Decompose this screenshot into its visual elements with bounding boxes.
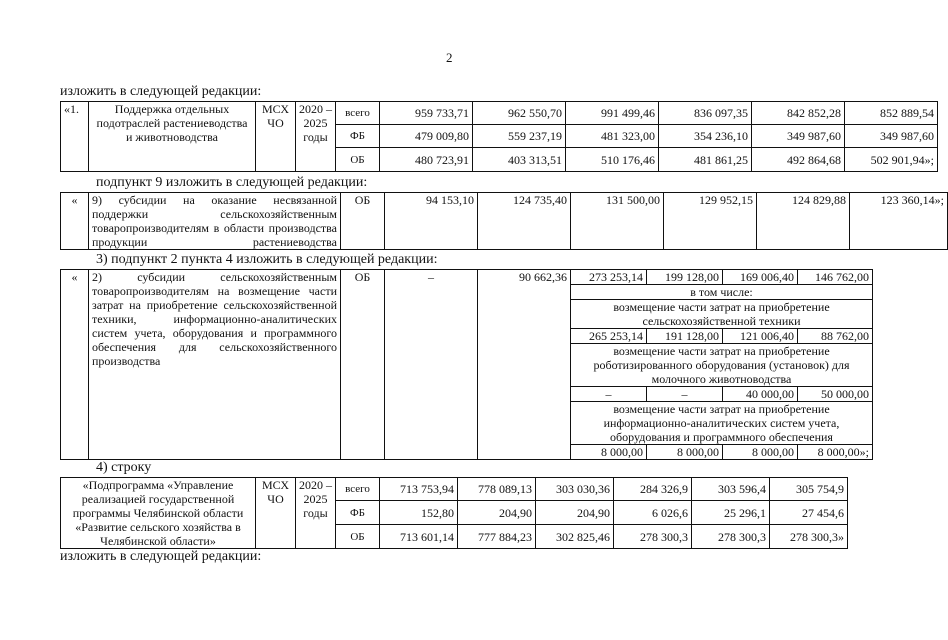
value-cell: 777 884,23 xyxy=(458,525,536,549)
table-subsidy-9 xyxy=(60,192,948,250)
value-cell: 778 089,13 xyxy=(458,478,536,501)
value-cell: 303 596,4 xyxy=(692,478,770,501)
source-cell: ОБ xyxy=(336,148,380,172)
value-cell: 284 326,9 xyxy=(614,478,692,501)
period: 2020 – 2025 годы xyxy=(296,102,336,172)
value-cell: 713 601,14 xyxy=(380,525,458,549)
value-cell: 88 762,00 xyxy=(798,329,873,344)
source-cell: всего xyxy=(336,478,380,501)
empty-year-cell: – xyxy=(385,270,478,460)
value-cell: 8 000,00»; xyxy=(798,445,873,460)
outro-text: изложить в следующей редакции: xyxy=(60,549,262,564)
value-cell: 90 662,36 xyxy=(478,270,571,460)
value-cell: 278 300,3» xyxy=(770,525,848,549)
table-subsidy-machinery xyxy=(60,269,873,460)
value-cell: 349 987,60 xyxy=(752,125,845,148)
value-cell: 480 723,91 xyxy=(380,148,473,172)
quote-mark: « xyxy=(61,193,89,250)
sub-description: возмещение части затрат на приобретение сельскохозяйственной техники xyxy=(571,300,873,329)
measure-name: 2) субсидии сельскохозяйственным товаропроизводителям на возмещение части затрат на приобретение сельскохозяйственной техники, информационно-аналитических систем учета, оборудования и программного обеспечения для сельскохозяйственного производства xyxy=(89,270,341,460)
value-cell: 8 000,00 xyxy=(723,445,798,460)
value-cell: 273 253,14 xyxy=(571,270,647,285)
value-cell: 131 500,00 xyxy=(571,193,664,250)
source-cell: ОБ xyxy=(341,270,385,460)
table-support-subsectors xyxy=(60,101,938,172)
value-cell: 27 454,6 xyxy=(770,501,848,525)
value-cell: 278 300,3 xyxy=(692,525,770,549)
source-cell: ОБ xyxy=(336,525,380,549)
value-cell: 124 829,88 xyxy=(757,193,850,250)
value-cell: 481 323,00 xyxy=(566,125,659,148)
row-number: «1. xyxy=(61,102,89,172)
value-cell: 40 000,00 xyxy=(723,387,798,402)
value-cell: 129 952,15 xyxy=(664,193,757,250)
executor: МСХ ЧО xyxy=(256,102,296,172)
measure-name: Поддержка отдельных подотраслей растениеводства и животноводства xyxy=(89,102,256,172)
period: 2020 – 2025 годы xyxy=(296,478,336,549)
value-cell: – xyxy=(571,387,647,402)
value-cell: 169 006,40 xyxy=(723,270,798,285)
section-heading: 4) строку xyxy=(96,460,152,475)
quote-mark: « xyxy=(61,270,89,460)
value-cell: 191 128,00 xyxy=(647,329,723,344)
value-cell: 199 128,00 xyxy=(647,270,723,285)
value-cell: 124 735,40 xyxy=(478,193,571,250)
value-cell: 8 000,00 xyxy=(571,445,647,460)
value-cell: 502 901,94»; xyxy=(845,148,938,172)
value-cell: – xyxy=(647,387,723,402)
value-cell: 302 825,46 xyxy=(536,525,614,549)
value-cell: 146 762,00 xyxy=(798,270,873,285)
value-cell: 278 300,3 xyxy=(614,525,692,549)
value-cell: 204,90 xyxy=(458,501,536,525)
value-cell: 852 889,54 xyxy=(845,102,938,125)
value-cell: 991 499,46 xyxy=(566,102,659,125)
executor: МСХ ЧО xyxy=(256,478,296,549)
value-cell: 559 237,19 xyxy=(473,125,566,148)
value-cell: 123 360,14»; xyxy=(850,193,948,250)
value-cell: 8 000,00 xyxy=(647,445,723,460)
including-label: в том числе: xyxy=(571,285,873,300)
value-cell: 303 030,36 xyxy=(536,478,614,501)
value-cell: 349 987,60 xyxy=(845,125,938,148)
value-cell: 121 006,40 xyxy=(723,329,798,344)
value-cell: 204,90 xyxy=(536,501,614,525)
value-cell: 842 852,28 xyxy=(752,102,845,125)
value-cell: 479 009,80 xyxy=(380,125,473,148)
value-cell: 836 097,35 xyxy=(659,102,752,125)
source-cell: всего xyxy=(336,102,380,125)
value-cell: 492 864,68 xyxy=(752,148,845,172)
page-number: 2 xyxy=(446,50,453,65)
subprogram-name: «Подпрограмма «Управление реализацией государственной программы Челябинской области «Развитие сельского хозяйства в Челябинской области» xyxy=(61,478,256,549)
sub-description: возмещение части затрат на приобретение роботизированного оборудования (установок) для молочного животноводства xyxy=(571,344,873,387)
source-cell: ФБ xyxy=(336,125,380,148)
value-cell: 481 861,25 xyxy=(659,148,752,172)
value-cell: 959 733,71 xyxy=(380,102,473,125)
value-cell: 6 026,6 xyxy=(614,501,692,525)
value-cell: 305 754,9 xyxy=(770,478,848,501)
value-cell: 354 236,10 xyxy=(659,125,752,148)
value-cell: 152,80 xyxy=(380,501,458,525)
section-heading: 3) подпункт 2 пункта 4 изложить в следующей редакции: xyxy=(96,252,438,267)
value-cell: 962 550,70 xyxy=(473,102,566,125)
value-cell: 94 153,10 xyxy=(385,193,478,250)
intro-text: изложить в следующей редакции: xyxy=(60,84,262,99)
measure-name: 9) субсидии на оказание несвязанной поддержки сельскохозяйственным товаропроизводителям в области производства продукции растениеводства xyxy=(89,193,341,250)
value-cell: 25 296,1 xyxy=(692,501,770,525)
value-cell: 50 000,00 xyxy=(798,387,873,402)
section-heading: подпункт 9 изложить в следующей редакции: xyxy=(96,175,368,190)
value-cell: 510 176,46 xyxy=(566,148,659,172)
table-subprogram-management xyxy=(60,477,848,549)
source-cell: ОБ xyxy=(341,193,385,250)
value-cell: 403 313,51 xyxy=(473,148,566,172)
value-cell: 713 753,94 xyxy=(380,478,458,501)
sub-description: возмещение части затрат на приобретение информационно-аналитических систем учета, оборудования и программного обеспечения xyxy=(571,402,873,445)
source-cell: ФБ xyxy=(336,501,380,525)
value-cell: 265 253,14 xyxy=(571,329,647,344)
